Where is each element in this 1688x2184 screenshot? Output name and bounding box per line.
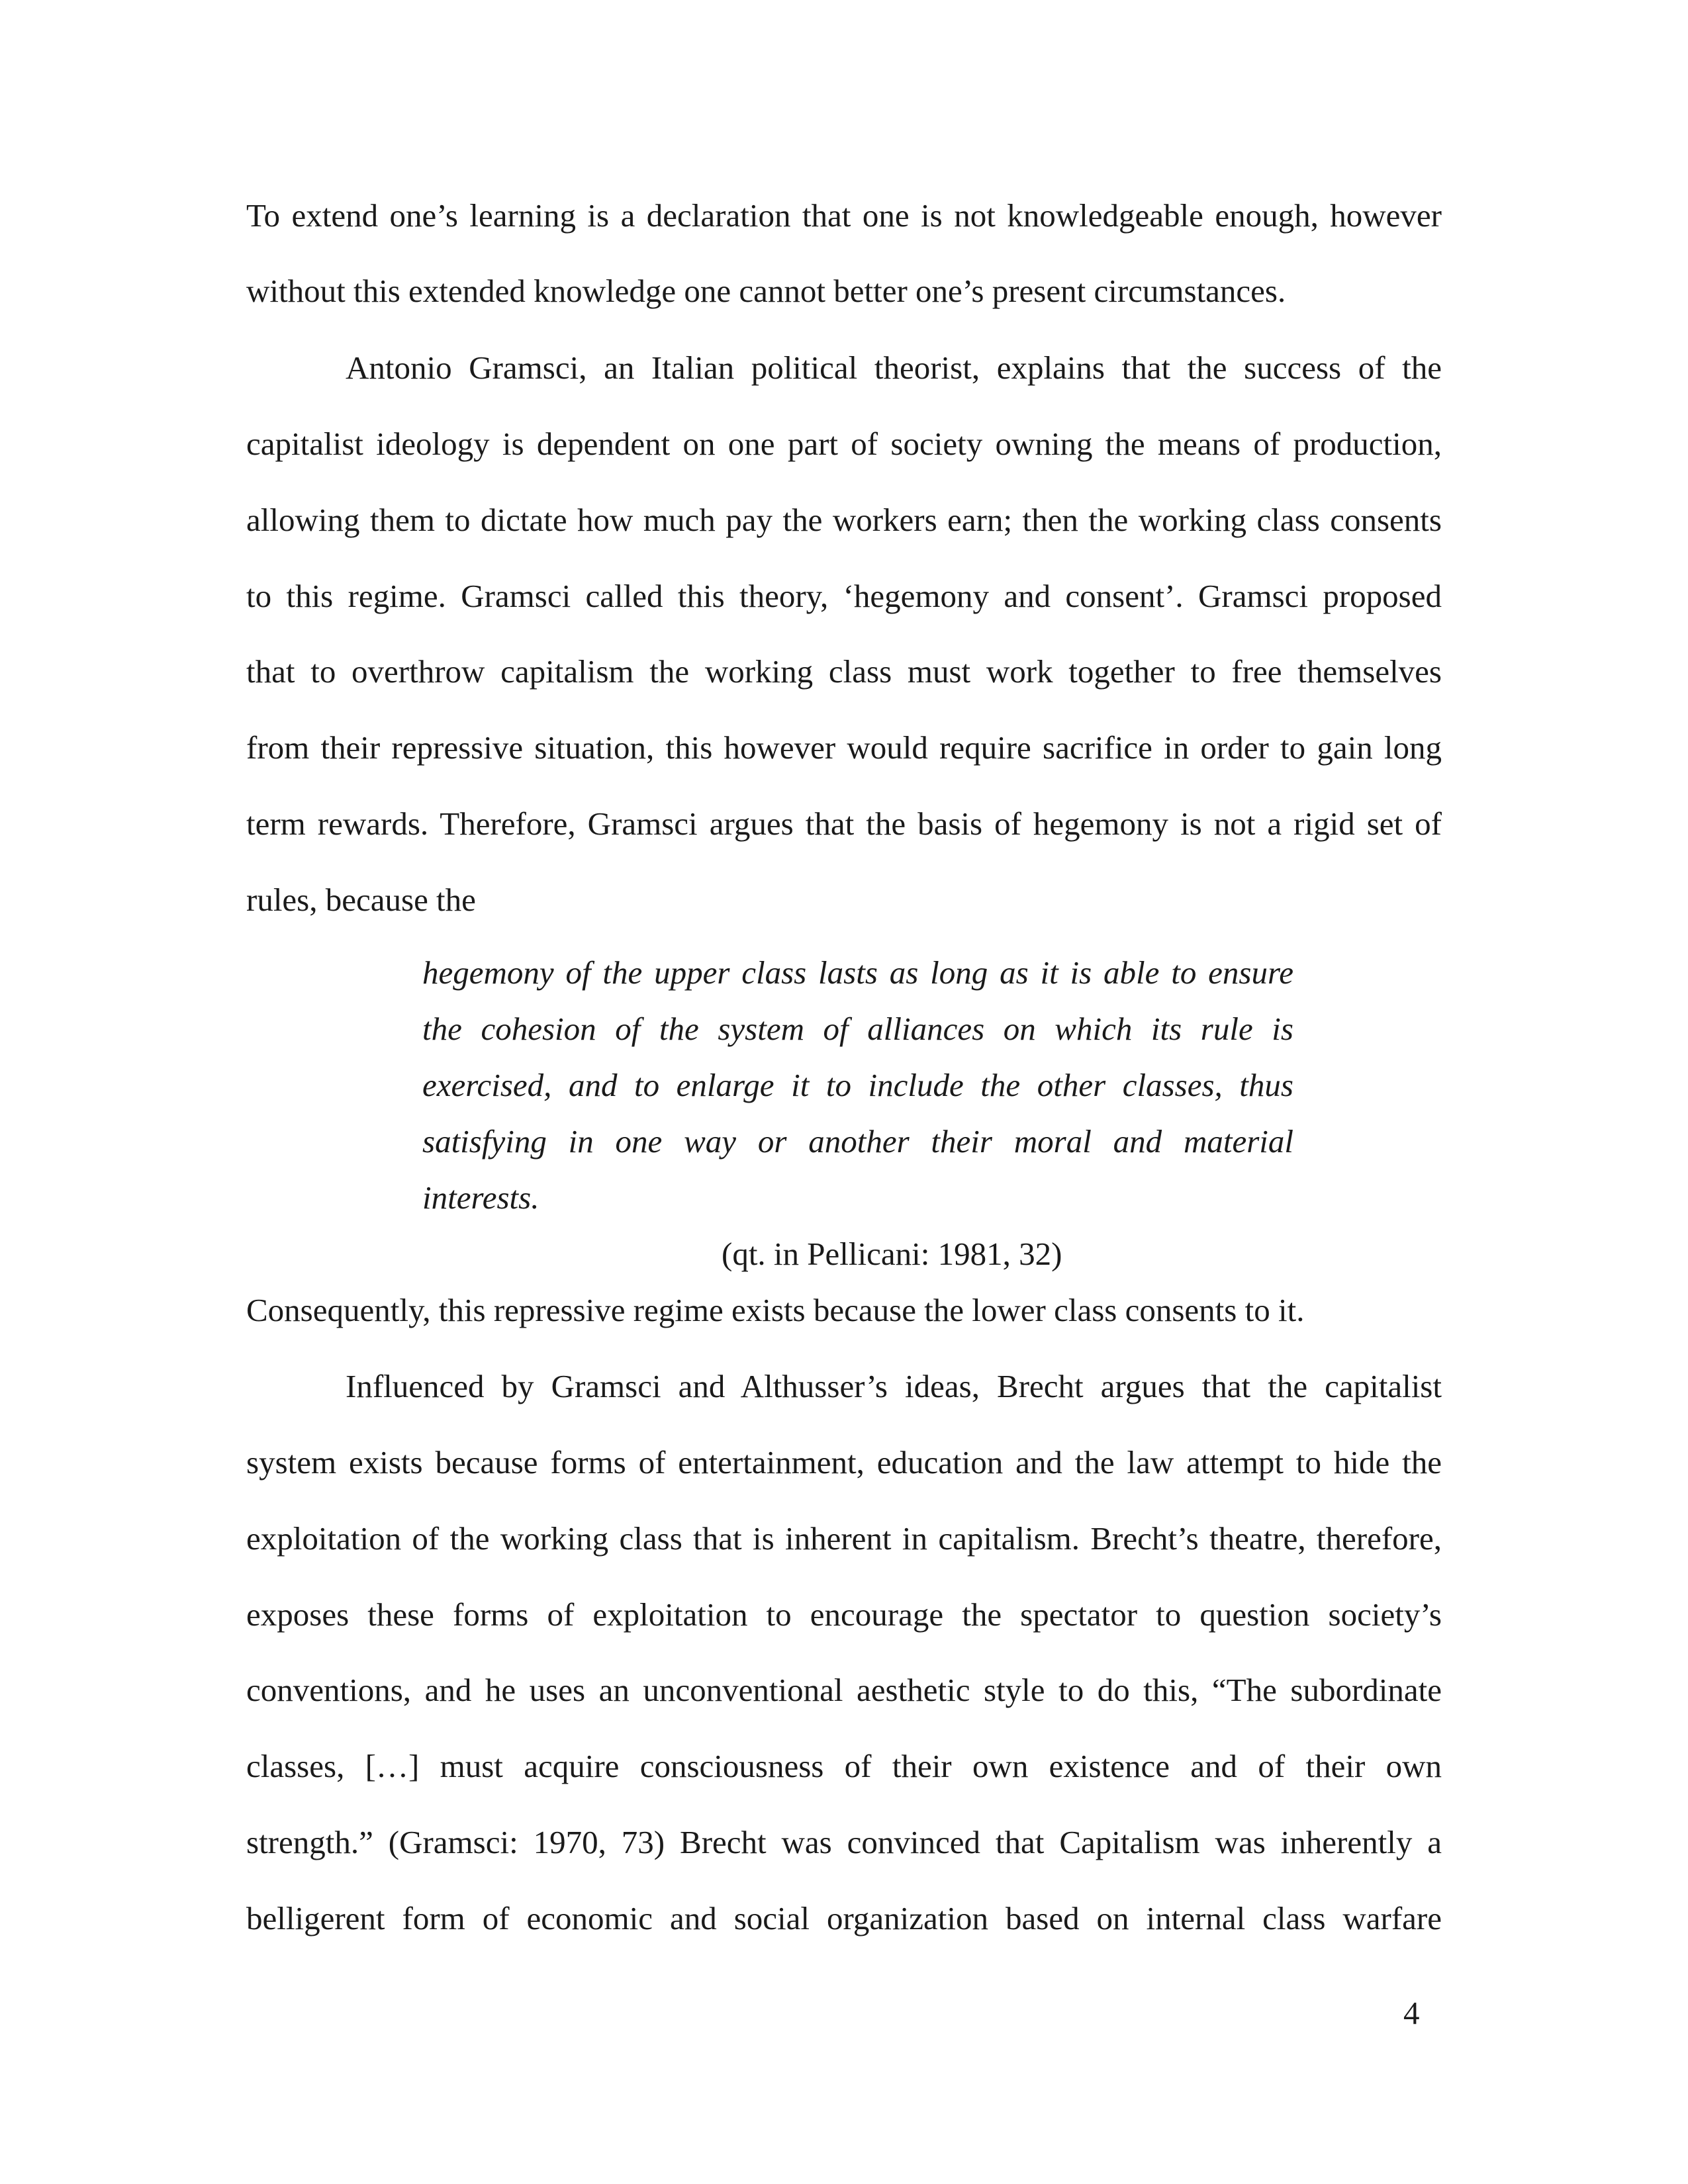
text-line: capitalist ideology is dependent on one part of society owning the means of production,: [246, 426, 1442, 462]
text-line: classes, […] must acquire consciousness of their own existence and of their own: [246, 1748, 1442, 1784]
page-number: 4: [1403, 1995, 1420, 2031]
text-line: to this regime. Gramsci called this theory, ‘hegemony and consent’. Gramsci proposed: [246, 578, 1442, 614]
text-line: without this extended knowledge one cannot better one’s present circumstances.: [246, 273, 1286, 309]
quote-line: hegemony of the upper class lasts as long as it is able to ensure: [422, 954, 1293, 991]
text-line: Antonio Gramsci, an Italian political theorist, explains that the success of the: [346, 349, 1442, 386]
text-line: Influenced by Gramsci and Althusser’s ideas, Brecht argues that the capitalist: [346, 1368, 1442, 1404]
text-line: exploitation of the working class that is inherent in capitalism. Brecht’s theatre, therefore,: [246, 1520, 1442, 1557]
quote-citation: (qt. in Pellicani: 1981, 32): [722, 1236, 1062, 1272]
quote-line: satisfying in one way or another their moral and material: [422, 1123, 1293, 1160]
text-line: system exists because forms of entertainment, education and the law attempt to hide the: [246, 1444, 1442, 1480]
text-line: To extend one’s learning is a declaration that one is not knowledgeable enough, however: [246, 197, 1442, 234]
text-line: term rewards. Therefore, Gramsci argues that the basis of hegemony is not a rigid set of: [246, 805, 1442, 842]
quote-line: exercised, and to enlarge it to include the other classes, thus: [422, 1067, 1293, 1103]
text-line: rules, because the: [246, 882, 476, 918]
text-line: conventions, and he uses an unconventional aesthetic style to do this, “The subordinate: [246, 1672, 1442, 1708]
quote-line: the cohesion of the system of alliances on which its rule is: [422, 1011, 1293, 1047]
text-line: from their repressive situation, this however would require sacrifice in order to gain long: [246, 729, 1442, 766]
text-line: allowing them to dictate how much pay the workers earn; then the working class consents: [246, 502, 1442, 538]
text-line: strength.” (Gramsci: 1970, 73) Brecht was convinced that Capitalism was inherently a: [246, 1824, 1442, 1860]
quote-line: interests.: [422, 1179, 539, 1216]
text-line: Consequently, this repressive regime exists because the lower class consents to it.: [246, 1292, 1305, 1328]
text-line: that to overthrow capitalism the working class must work together to free themselves: [246, 653, 1442, 690]
text-line: exposes these forms of exploitation to encourage the spectator to question society’s: [246, 1596, 1442, 1633]
text-line: belligerent form of economic and social organization based on internal class warfare: [246, 1900, 1442, 1936]
